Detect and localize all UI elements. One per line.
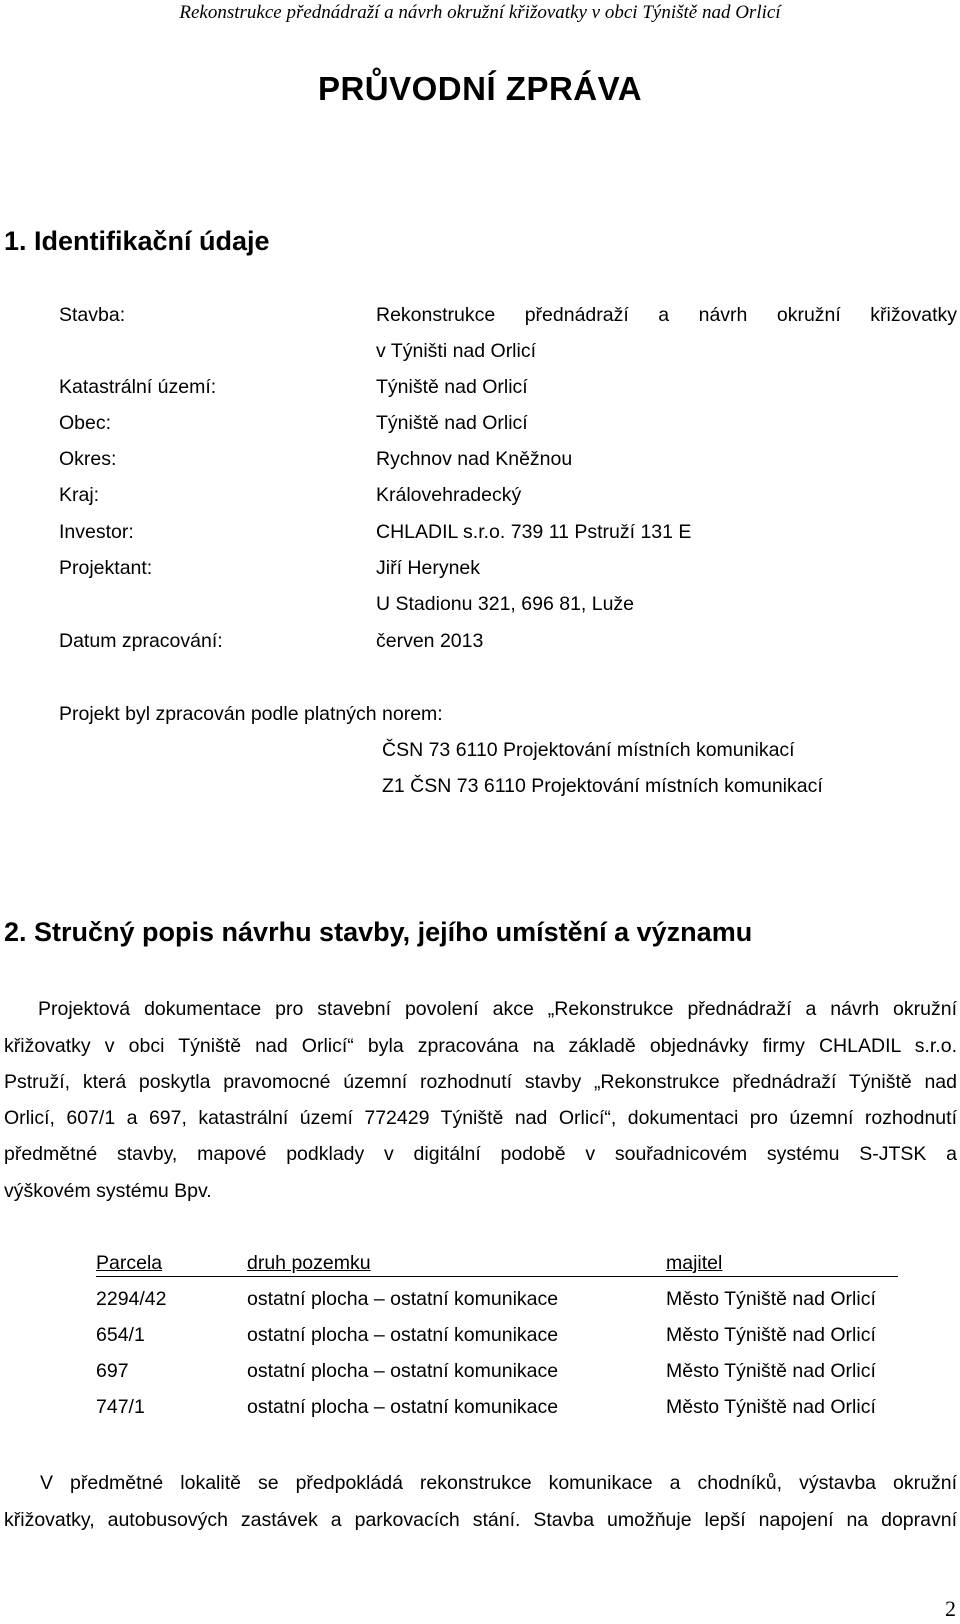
parcel-table-header-rule [96, 1252, 898, 1277]
label-datum-zpracovani: Datum zpracování: [59, 630, 223, 652]
label-okres: Okres: [59, 448, 117, 470]
table-cell-majitel: Město Týniště nad Orlicí [666, 1396, 876, 1418]
paragraph-1-line: Projektová dokumentace pro stavební povolení akce „Rekonstrukce přednádraží a návrh okružní [38, 998, 957, 1020]
table-cell-parcela: 747/1 [96, 1396, 145, 1418]
table-cell-druh: ostatní plocha – ostatní komunikace [247, 1360, 559, 1382]
value-kraj: Královehradecký [376, 484, 522, 506]
value-obec: Týniště nad Orlicí [376, 412, 528, 434]
paragraph-1-line: Pstruží, která poskytla pravomocné územní rozhodnutí stavby „Rekonstrukce přednádraží Týniště nad [4, 1071, 957, 1093]
value-okres: Rychnov nad Kněžnou [376, 448, 573, 470]
label-projektant: Projektant: [59, 557, 153, 579]
label-kraj: Kraj: [59, 484, 100, 506]
label-stavba: Stavba: [59, 304, 126, 326]
section-2-heading: 2. Stručný popis návrhu stavby, jejího umístění a významu [4, 917, 753, 947]
page-number: 2 [945, 1596, 956, 1621]
norms-intro: Projekt byl zpracován podle platných norem: [59, 703, 443, 725]
table-cell-majitel: Město Týniště nad Orlicí [666, 1360, 876, 1382]
running-header: Rekonstrukce přednádraží a návrh okružní křižovatky v obci Týniště nad Orlicí [179, 2, 781, 23]
table-cell-parcela: 2294/42 [96, 1288, 167, 1310]
paragraph-2-line: V předmětné lokalitě se předpokládá rekonstrukce komunikace a chodníků, výstavba okružní [40, 1472, 957, 1494]
value-datum-zpracovani: červen 2013 [376, 630, 484, 652]
label-investor: Investor: [59, 521, 134, 543]
table-cell-druh: ostatní plocha – ostatní komunikace [247, 1396, 559, 1418]
label-obec: Obec: [59, 412, 112, 434]
value-katastralni-uzemi: Týniště nad Orlicí [376, 376, 528, 398]
table-header-majitel: majitel [666, 1252, 723, 1274]
document-title: PRŮVODNÍ ZPRÁVA [317, 70, 643, 107]
value-investor: CHLADIL s.r.o. 739 11 Pstruží 131 E [376, 521, 692, 543]
paragraph-1-line: křižovatky v obci Týniště nad Orlicí“ byla zpracována na základě objednávky firmy CHLADIL s.r.o. [4, 1035, 957, 1057]
value-stavba-cont: v Týništi nad Orlicí [376, 340, 537, 362]
table-header-parcela: Parcela [96, 1252, 163, 1274]
label-katastralni-uzemi: Katastrální území: [59, 376, 217, 398]
value-projektant-address: U Stadionu 321, 696 81, Luže [376, 593, 635, 615]
table-cell-parcela: 697 [96, 1360, 129, 1382]
table-cell-druh: ostatní plocha – ostatní komunikace [247, 1288, 559, 1310]
paragraph-1-line: Orlicí, 607/1 a 697, katastrální území 772429 Týniště nad Orlicí“, dokumentaci pro územní rozhodnutí [4, 1107, 957, 1129]
paragraph-1-line: předmětné stavby, mapové podklady v digitální podobě v souřadnicovém systému S-JTSK a [4, 1143, 957, 1165]
value-projektant: Jiří Herynek [376, 557, 481, 579]
value-stavba: Rekonstrukce přednádraží a návrh okružní křižovatky [376, 304, 957, 326]
norm-item: Z1 ČSN 73 6110 Projektování místních komunikací [382, 775, 823, 797]
table-cell-druh: ostatní plocha – ostatní komunikace [247, 1324, 559, 1346]
table-header-druh-pozemku: druh pozemku [247, 1252, 371, 1274]
paragraph-2-line: křižovatky, autobusových zastávek a parkovacích stání. Stavba umožňuje lepší napojení na dopravní [4, 1509, 957, 1531]
paragraph-1-line: výškovém systému Bpv. [4, 1180, 212, 1202]
norm-item: ČSN 73 6110 Projektování místních komunikací [382, 739, 795, 761]
table-cell-parcela: 654/1 [96, 1324, 145, 1346]
section-1-heading: 1. Identifikační údaje [4, 226, 270, 256]
table-cell-majitel: Město Týniště nad Orlicí [666, 1324, 876, 1346]
table-cell-majitel: Město Týniště nad Orlicí [666, 1288, 876, 1310]
